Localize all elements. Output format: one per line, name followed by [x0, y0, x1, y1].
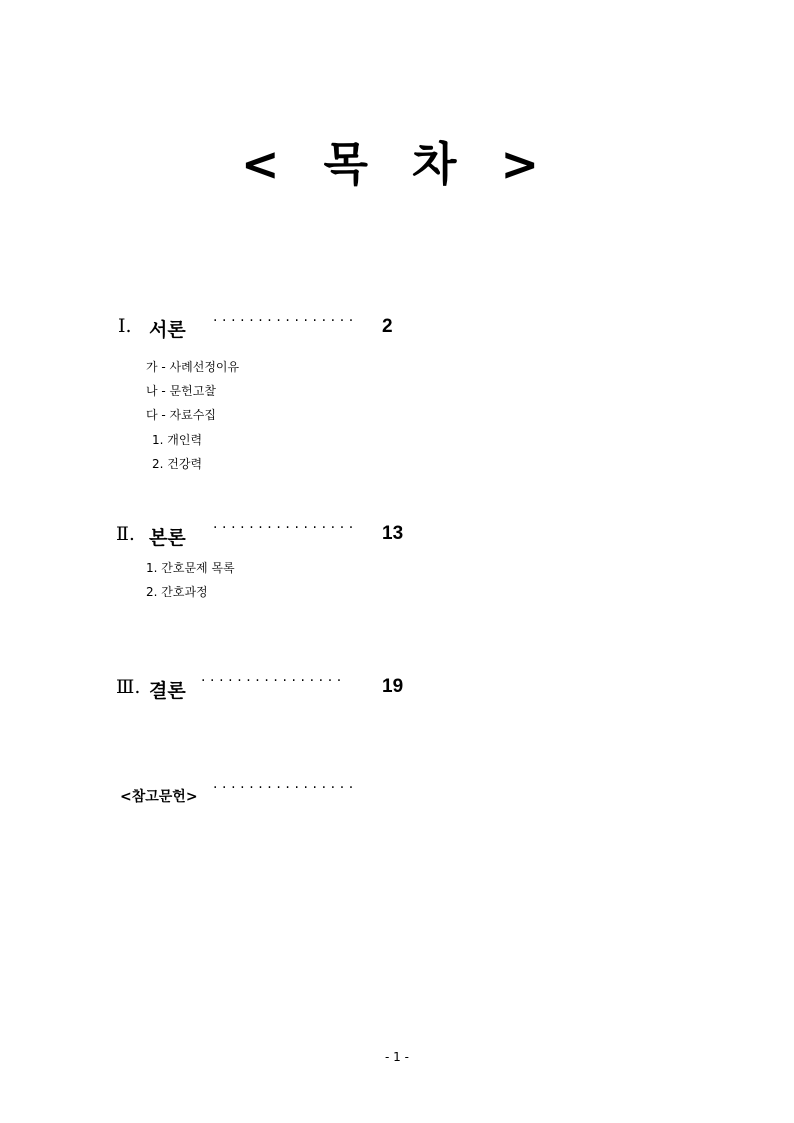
- section-1-item: 가 - 사례선정이유: [146, 360, 240, 374]
- references-label: <참고문헌>: [120, 789, 198, 805]
- section-1-leader-dots: ················: [213, 313, 358, 329]
- section-1-title: 서론: [149, 319, 186, 341]
- section-1-item: 나 - 문헌고찰: [146, 384, 216, 398]
- section-3-title: 결론: [149, 680, 186, 702]
- section-1-subitem: 1. 개인력: [152, 433, 203, 447]
- section-2-item: 1. 간호문제 목록: [146, 561, 235, 575]
- page-number-footer: - 1 -: [385, 1050, 409, 1064]
- section-2-page-number: 13: [382, 523, 404, 544]
- references-leader-dots: ················: [213, 780, 358, 796]
- section-1-numeral: Ⅰ.: [118, 315, 132, 337]
- section-3-page-number: 19: [382, 676, 404, 697]
- section-2-leader-dots: ················: [213, 520, 358, 536]
- section-2-numeral: Ⅱ.: [116, 523, 135, 545]
- section-1-subitem: 2. 건강력: [152, 457, 203, 471]
- section-2-item: 2. 간호과정: [146, 585, 208, 599]
- toc-title: < 목 차 >: [240, 137, 553, 191]
- section-1-item: 다 - 자료수집: [146, 408, 216, 422]
- section-2-title: 본론: [149, 527, 186, 549]
- section-1-page-number: 2: [382, 316, 393, 337]
- section-3-leader-dots: ················: [201, 673, 346, 689]
- section-3-numeral: Ⅲ.: [116, 676, 141, 698]
